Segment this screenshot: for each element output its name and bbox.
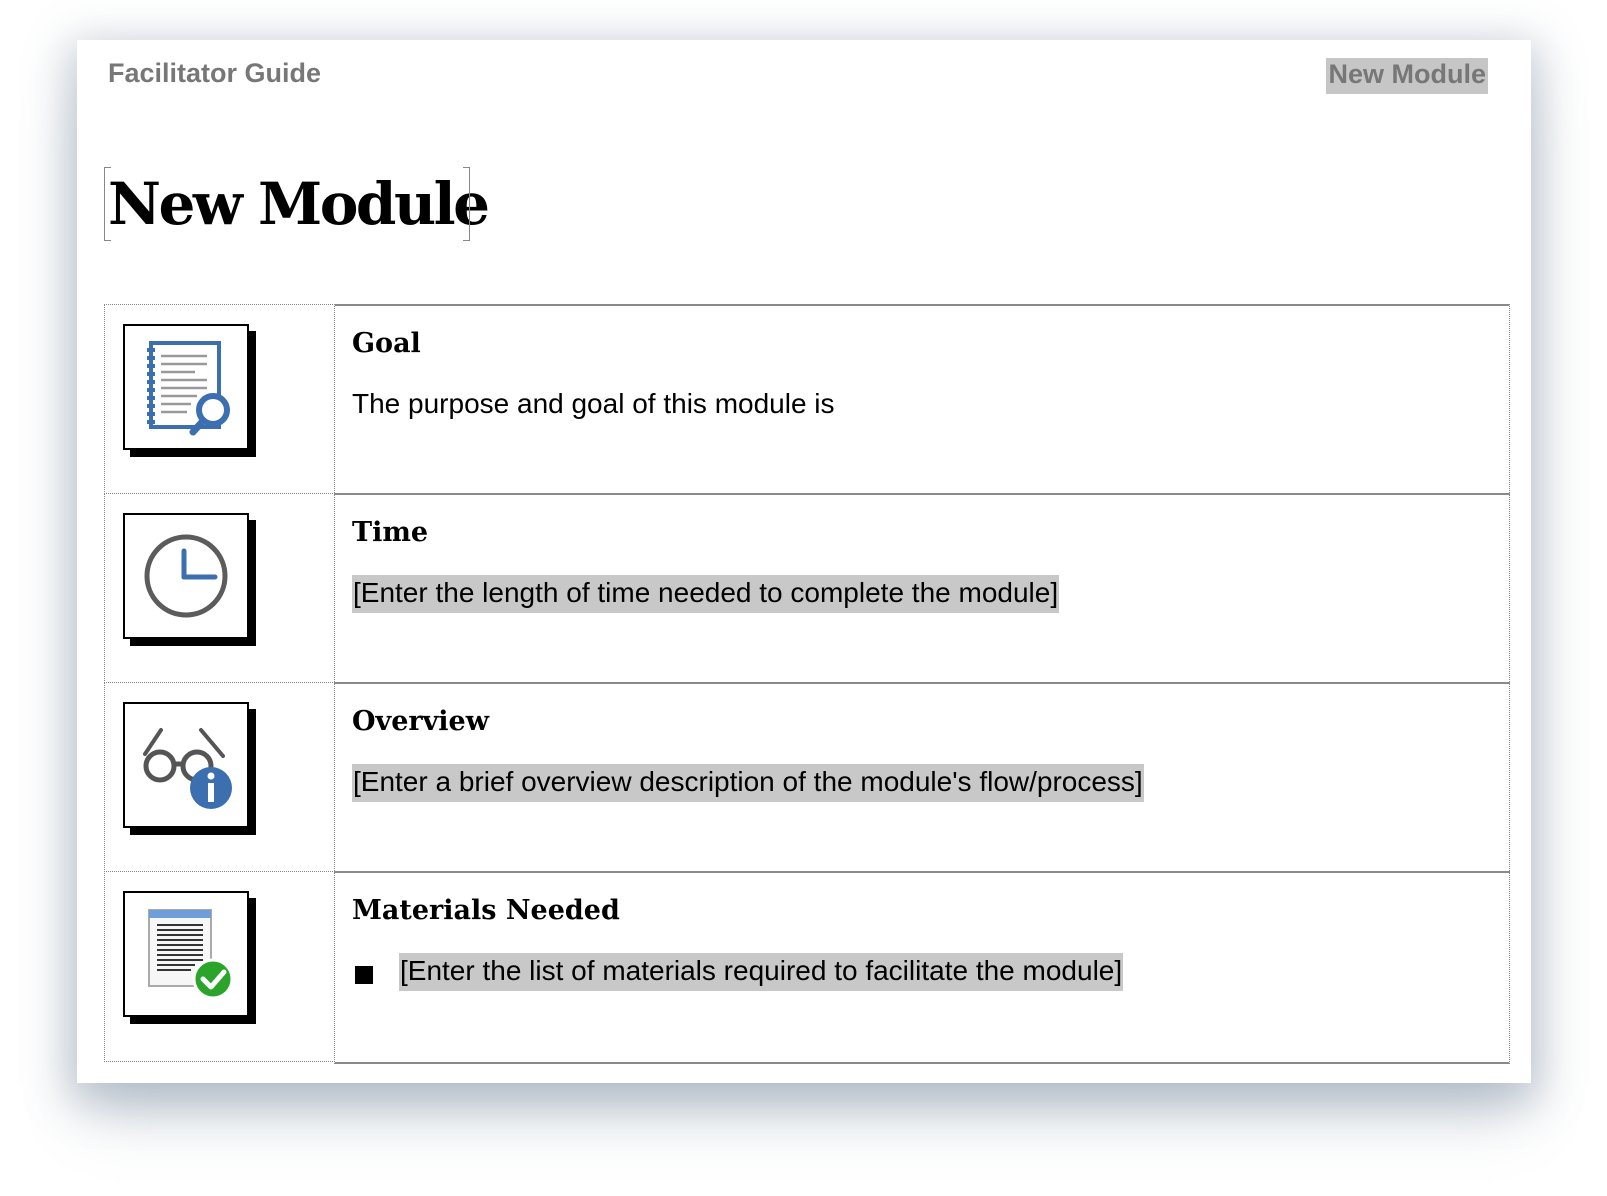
table-row-goal — [104, 304, 1510, 493]
section-heading: Materials Needed — [352, 895, 620, 926]
checklist-icon — [123, 891, 249, 1017]
placeholder-text[interactable]: [Enter the list of materials required to facilitate the module] — [399, 953, 1123, 991]
time-placeholder[interactable] — [352, 577, 1059, 609]
icon-cell — [104, 493, 335, 683]
content-cell[interactable] — [334, 871, 1510, 1064]
content-cell[interactable] — [334, 493, 1510, 684]
module-info-table — [104, 304, 1510, 1060]
table-row-time — [104, 493, 1510, 682]
goal-text[interactable]: The purpose and goal of this module is — [352, 388, 835, 419]
overview-placeholder[interactable] — [352, 766, 1144, 798]
content-control-bracket-right — [463, 167, 470, 241]
document-page — [77, 40, 1531, 1083]
content-cell[interactable] — [334, 304, 1510, 495]
square-bullet-icon — [355, 966, 373, 984]
document-search-icon — [123, 324, 249, 450]
section-heading: Goal — [352, 328, 421, 359]
content-cell[interactable] — [334, 682, 1510, 873]
clock-icon — [123, 513, 249, 639]
icon-cell — [104, 682, 335, 872]
materials-list-item[interactable] — [399, 955, 1123, 987]
placeholder-text[interactable]: [Enter a brief overview description of the module's flow/process] — [352, 764, 1144, 802]
header-guide-title: Facilitator Guide — [108, 58, 322, 88]
section-heading: Time — [352, 517, 429, 548]
module-title[interactable]: New Module — [108, 170, 488, 238]
placeholder-text[interactable]: [Enter the length of time needed to complete the module] — [352, 575, 1059, 613]
table-row-materials — [104, 871, 1510, 1060]
header-module-field[interactable]: New Module — [1326, 58, 1488, 94]
icon-cell — [104, 871, 335, 1062]
section-heading: Overview — [352, 706, 489, 737]
glasses-info-icon — [123, 702, 249, 828]
title-content-control[interactable] — [104, 167, 488, 241]
table-row-overview — [104, 682, 1510, 871]
icon-cell — [104, 304, 335, 494]
